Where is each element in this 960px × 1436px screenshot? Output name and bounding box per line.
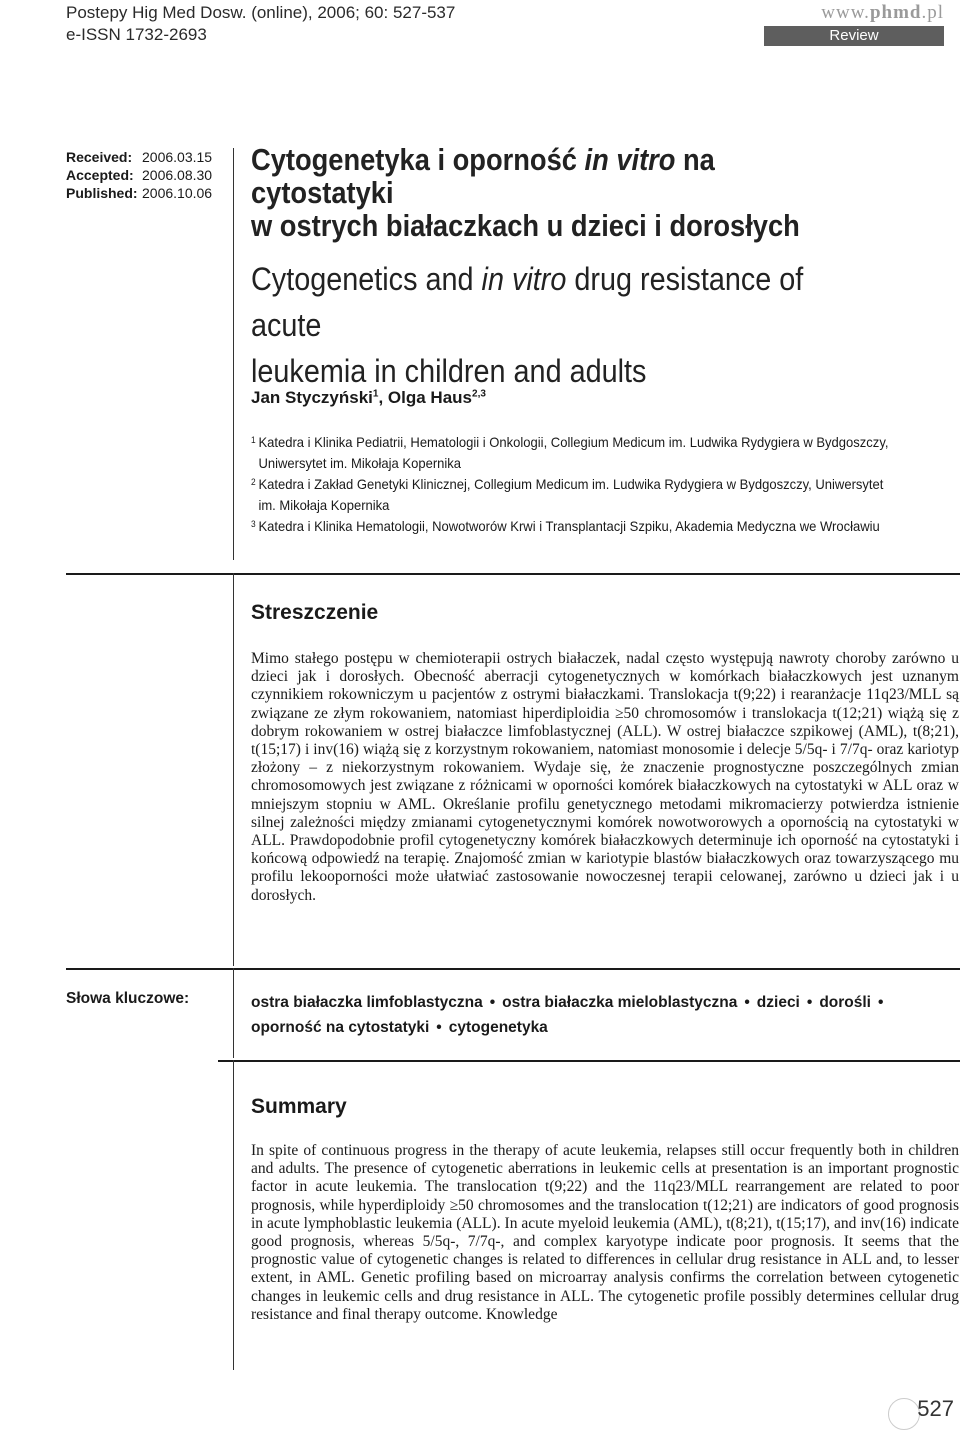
keyword-separator: •	[877, 994, 884, 1011]
date-received: Received: 2006.03.15	[66, 149, 213, 165]
section-divider-2	[66, 968, 960, 970]
keyword: oporność na cytostatyki	[251, 1019, 430, 1036]
keyword-separator: •	[436, 1019, 442, 1036]
affiliation-1: 1 Katedra i Klinika Pediatrii, Hematologii i Onkologii, Collegium Medicum im. Ludwika Rydygiera w Bydgoszczy, Uniwersytet im. Mikołaja Kopernika	[251, 434, 889, 471]
abstract-text-english: In spite of continuous progress in the therapy of acute leukemia, relapses still occur frequently both in children and adults. The presence of cytogenetic aberrations in leukemic cells at presentation is an important prognostic factor in acute leukemia. The translocation t(9;22) and the 11q23/MLL rearrangement are related to poor prognosis, while hyperdiploidy ≥50 chromosomes and the translocation t(12;21) are indicators of good prognosis in acute lymphoblastic leukemia (ALL). In acute myeloid leukemia (AML), t(8;21), t(15;17), and inv(16) indicate good prognosis, whereas 5/5q-, 7/7q-, and complex karyotype indicate poor prognosis. It seems that the prognostic value of cytogenetic changes is related to differences in cellular drug resistance in ALL and, to lesser extent, in AML. Genetic profiling based on microarray analysis confirms the correlation between cytogenetic changes in leukemic cells and drug resistance in ALL. The cytogenetic profile possibly determines cellular drug resistance and final therapy outcome. Knowledge	[251, 1142, 959, 1323]
section-divider-1	[66, 573, 960, 575]
affiliation-3: 3 Katedra i Klinika Hematologii, Nowotworów Krwi i Transplantacji Szpiku, Akademia Medyczna we Wrocławiu	[251, 518, 880, 534]
abstract-heading-english: Summary	[251, 1095, 347, 1118]
journal-issn: e-ISSN 1732-2693	[66, 25, 207, 44]
keywords-label: Słowa kluczowe:	[66, 990, 190, 1007]
journal-website[interactable]	[821, 2, 944, 24]
abstract-text-polish: Mimo stałego postępu w chemioterapii ostrych białaczek, nadal często występują nawroty choroby zarówno u dzieci jak i dorosłych. Obecność aberracji cytogenetycznych w komórkach białaczkowych jest uznanym czynnikiem rokowniczym u pacjentów z ostrymi białaczkami. Translokacja t(9;22) i rearanżacje 11q23/MLL są związane ze złym rokowaniem, natomiast hiperdiploidia ≥50 chromosomów i translokacja t(12;21) wiążą się z dobrym rokowaniem w ostrej białaczce limfoblastycznej (ALL). W ostrej białaczce szpikowej (AML), t(8;21), t(15;17) i inv(16) wiążą się z korzystnym rokowaniem, natomiast monosomie i delecje 5/5q- i 7/7q- oraz kariotyp złożony – z niekorzystnym rokowaniem. Wydaje się, że znaczenie prognostyczne poszczególnych zmian chromosomowych jest związane z różnicami w oporności komórek białaczkowych na cytostatyki w ALL oraz w mniejszym stopniu w AML. Określanie profilu genetycznego metodami mikromacierzy potwierdza istnienie silnej zależności między zmianami cytogenetycznymi komórek nowotworowych a opornością na cytostatyki w ALL. Prawdopodobnie profil cytogenetyczny komórek białaczkowych determinuje ich oporność na cytostatyki i końcową odpowiedź na terapię. Znajomość zmian w kariotypie blastów białaczkowych oraz towarzyszącego mu profilu lekooporności może ułatwiać zastosowanie nowoczesnej terapii celowanej, zarówno u dzieci jak i u dorosłych.	[251, 650, 959, 904]
title-polish: Cytogenetyka i oporność in vitro na cytostatyki w ostrych białaczkach u dzieci i dorosłych	[251, 142, 800, 243]
keyword: dorośli	[819, 994, 871, 1011]
page-number: 527	[917, 1396, 954, 1421]
site-suffix: .pl	[921, 2, 944, 23]
site-name: phmd	[869, 2, 922, 23]
keyword-separator: •	[489, 994, 496, 1011]
affiliation-2: 2 Katedra i Zakład Genetyki Klinicznej, Collegium Medicum im. Ludwika Rydygiera w Bydgoszczy, Uniwersytet im. Mikołaja Kopernika	[251, 476, 884, 513]
keyword: ostra białaczka mieloblastyczna	[502, 994, 738, 1011]
article-type-badge: Review	[764, 26, 944, 46]
article-dates	[66, 148, 212, 202]
abstract-heading-polish: Streszczenie	[251, 601, 379, 624]
keywords-list	[251, 990, 951, 1040]
keyword: dzieci	[756, 994, 800, 1011]
authors: Jan Styczyński$^1$, Olga Haus$^{2,3}$	[251, 388, 486, 407]
site-prefix: www.	[821, 2, 870, 23]
column-divider-top	[233, 148, 234, 560]
journal-citation: Postepy Hig Med Dosw. (online), 2006; 60: 527-537	[66, 3, 456, 22]
date-accepted: Accepted: 2006.08.30	[66, 167, 213, 183]
date-published: Published: 2006.10.06	[66, 185, 213, 201]
keyword: ostra białaczka limfoblastyczna	[251, 994, 483, 1011]
keyword-separator: •	[744, 994, 750, 1011]
keyword-separator: •	[806, 994, 813, 1011]
title-english: Cytogenetics and in vitro drug resistance of acute leukemia in children and adults	[251, 261, 804, 389]
watermark-logo	[888, 1398, 920, 1430]
keyword: cytogenetyka	[448, 1019, 548, 1036]
column-divider-summary	[233, 1060, 234, 1370]
column-divider-keywords	[233, 968, 234, 1058]
section-divider-3	[218, 1060, 960, 1062]
affiliations	[251, 432, 902, 537]
column-divider-abstract	[233, 573, 234, 966]
